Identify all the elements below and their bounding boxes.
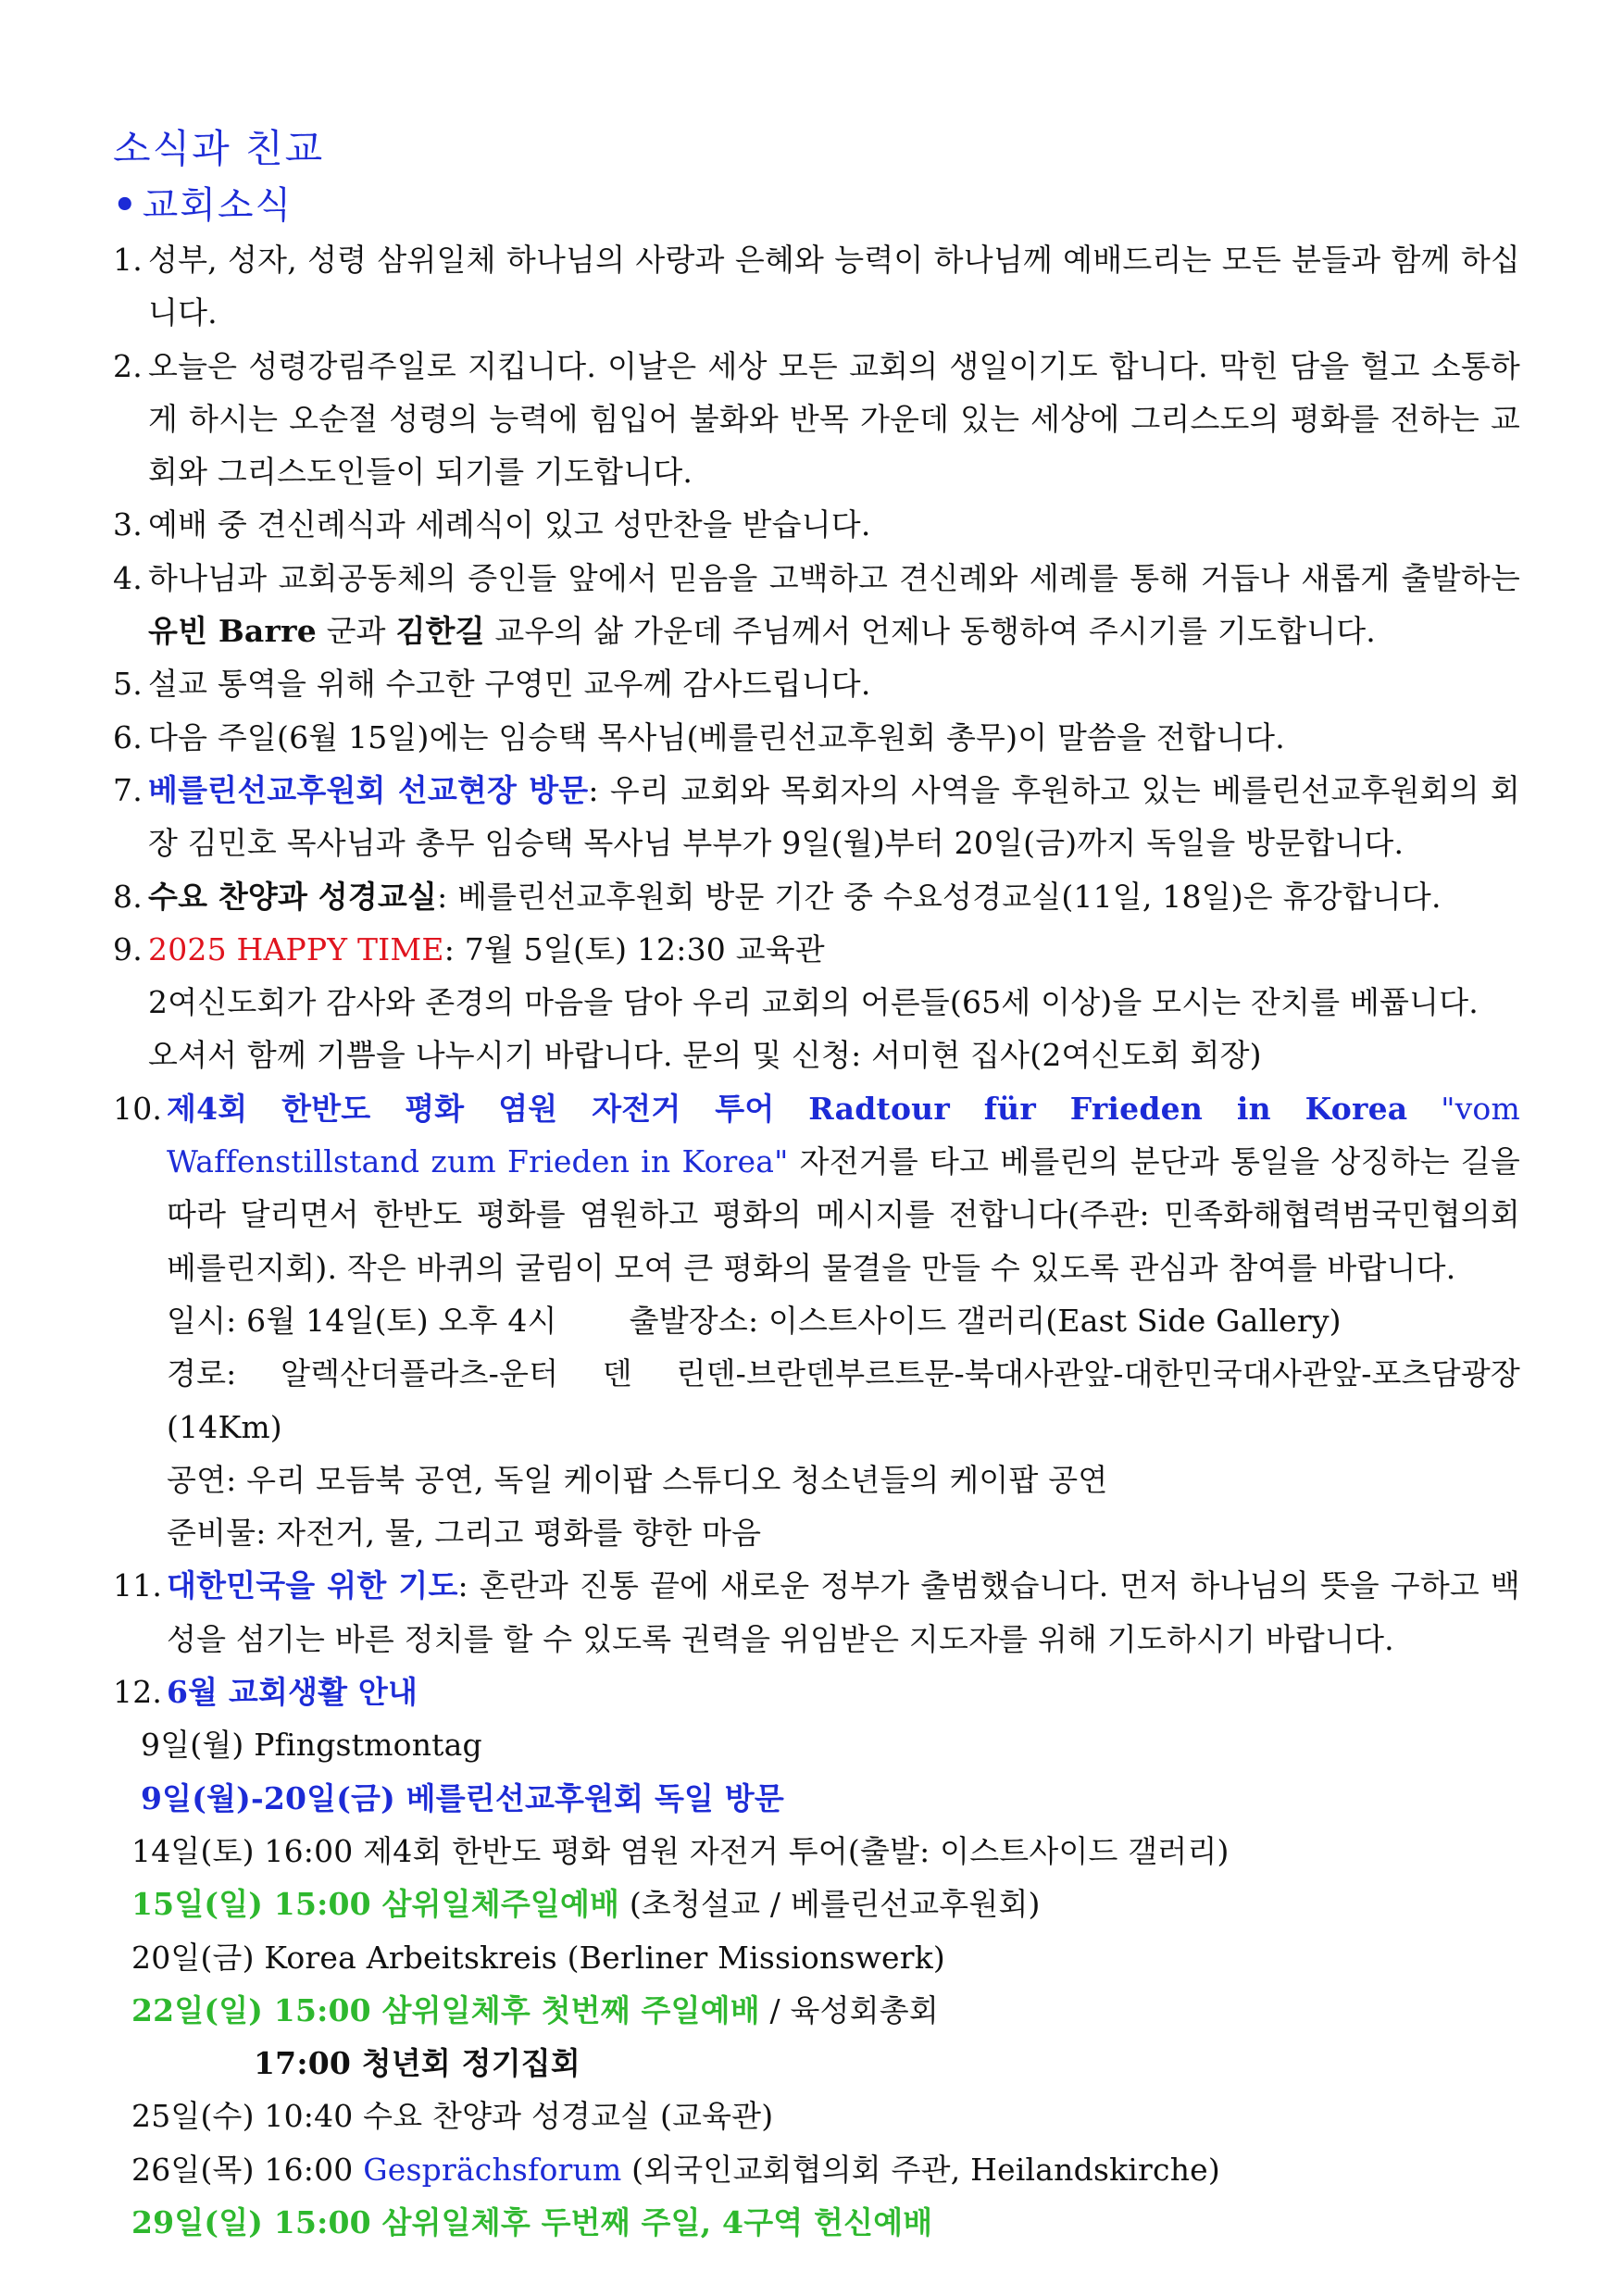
item-text: 예배 중 견신례식과 세례식이 있고 성만찬을 받습니다.	[148, 506, 871, 543]
bullet-icon: •	[113, 183, 139, 227]
schedule-row: 29일(일) 15:00 삼위일체후 두번째 주일, 4구역 헌신예배	[131, 2203, 933, 2240]
item-text: : 혼란과 진통 끝에 새로운 정부가 출범했습니다. 먼저 하나님의 뜻을 구하고 백성을 섬기는 바른 정치를 할 수 있도록 권력을 위임받은 지도자를 위해 기도하시기 바랍니다.	[167, 1567, 1520, 1657]
item-text: 교우의 삶 가운데 주님께서 언제나 동행하여 주시기를 기도합니다.	[484, 613, 1376, 650]
item-number: 8.	[113, 878, 143, 915]
item-text: 성부, 성자, 성령 삼위일체 하나님의 사랑과 은혜와 능력이 하나님께 예배드리는 모든 분들과 함께 하십니다.	[148, 242, 1520, 331]
schedule-row	[113, 2143, 1520, 2196]
sub-title-text: 교회소식	[142, 184, 293, 227]
baptized-name: 김한길	[395, 613, 485, 650]
item-number: 3.	[113, 506, 143, 543]
news-item-4	[113, 552, 1520, 658]
item-line: 오셔서 함께 기쁨을 나누시기 바랍니다. 문의 및 신청: 서미현 집사(2여신도회 회장)	[148, 1037, 1262, 1074]
item-number: 5.	[113, 666, 143, 703]
item-number: 7.	[113, 771, 143, 808]
item-number: 12.	[113, 1674, 163, 1711]
schedule-row: 25일(수) 10:40 수요 찬양과 성경교실 (교육관)	[131, 2098, 774, 2135]
event-date: 일시: 6월 14일(토) 오후 4시	[167, 1302, 557, 1339]
item-number: 9.	[113, 930, 143, 967]
schedule-row: 20일(금) Korea Arbeitskreis (Berliner Missionswerk)	[131, 1939, 946, 1976]
news-item-3	[113, 498, 1520, 551]
schedule-highlight: 15일(일) 15:00 삼위일체주일예배	[131, 1886, 620, 1923]
event-details	[167, 1294, 1520, 1347]
schedule-row: 17:00 청년회 정기집회	[254, 2045, 581, 2082]
schedule-row	[113, 1984, 1520, 2037]
schedule-row: 9일(월)-20일(금) 베를린선교후원회 독일 방문	[141, 1779, 784, 1816]
item-number: 11.	[113, 1567, 163, 1604]
schedule-row: 14일(토) 16:00 제4회 한반도 평화 염원 자전거 투어(출발: 이스트사이드 갤러리)	[131, 1832, 1230, 1869]
event-place: 출발장소: 이스트사이드 갤러리(East Side Gallery)	[629, 1302, 1342, 1339]
item-text: 오늘은 성령강림주일로 지킵니다. 이날은 세상 모든 교회의 생일이기도 합니다. 막힌 담을 헐고 소통하게 하시는 오순절 성령의 능력에 힘입어 불화와 반목 가운데 있는 세상에 그리스도의 평화를 전하는 교회와 그리스도인들이 되기를 기도합니다.	[148, 347, 1520, 491]
news-item-5	[113, 657, 1520, 710]
news-item-2	[113, 340, 1520, 499]
item-label: 대한민국을 위한 기도	[167, 1567, 458, 1604]
item-text: : 베를린선교후원회 방문 기간 중 수요성경교실(11일, 18일)은 휴강합니다.	[437, 878, 1442, 915]
item-subtitle: "vom Waffenstillstand zum Frieden in Korea"	[167, 1090, 1520, 1180]
item-text: : 7월 5일(토) 12:30 교육관	[443, 930, 825, 967]
item-text: 군과	[316, 613, 396, 650]
item-number: 2.	[113, 347, 143, 384]
schedule-highlight: Gesprächsforum	[363, 2151, 622, 2188]
news-item-12	[113, 1666, 1520, 1718]
news-item-10	[113, 1082, 1520, 1560]
section-title: 소식과 친교	[113, 126, 325, 171]
schedule-note: (초청설교 / 베를린선교후원회)	[619, 1886, 1041, 1923]
item-label: 베를린선교후원회 선교현장 방문	[148, 771, 589, 808]
item-line: 2여신도회가 감사와 존경의 마음을 담아 우리 교회의 어른들(65세 이상)을 모시는 잔치를 베풉니다.	[148, 984, 1479, 1021]
news-list	[113, 233, 1520, 2249]
news-item-9	[113, 923, 1520, 1082]
news-item-1	[113, 233, 1520, 340]
item-text: 설교 통역을 위해 수고한 구영민 교우께 감사드립니다.	[148, 666, 871, 703]
item-number: 1.	[113, 242, 143, 278]
item-text: 다음 주일(6월 15일)에는 임승택 목사님(베를린선교후원회 총무)이 말씀을 전합니다.	[148, 718, 1285, 755]
schedule-note: / 육성회총회	[759, 1991, 939, 2028]
item-number: 4.	[113, 559, 143, 596]
schedule-row: 9일(월) Pfingstmontag	[141, 1727, 482, 1764]
news-item-6	[113, 711, 1520, 764]
item-number: 10.	[113, 1090, 163, 1127]
news-item-11	[113, 1559, 1520, 1666]
event-preparation: 준비물: 자전거, 물, 그리고 평화를 향한 마음	[167, 1515, 762, 1552]
news-item-7	[113, 764, 1520, 870]
item-number: 6.	[113, 718, 143, 755]
item-label: 제4회 한반도 평화 염원 자전거 투어 Radtour für Frieden in Korea	[167, 1090, 1408, 1127]
sub-title	[113, 176, 293, 229]
event-performance: 공연: 우리 모듬북 공연, 독일 케이팝 스튜디오 청소년들의 케이팝 공연	[167, 1461, 1108, 1498]
item-label: 2025 HAPPY TIME	[148, 930, 444, 967]
item-text: 자전거를 타고 베를린의 분단과 통일을 상징하는 길을 따라 달리면서 한반도 평화를 염원하고 평화의 메시지를 전합니다(주관: 민족화해협력범국민협의회 베를린지회). 작은 바퀴의 굴림이 모여 큰 평화의 물결을 만들 수 있도록 관심과 참여를 바랍니다.	[167, 1143, 1521, 1286]
schedule-time: 26일(목) 16:00	[131, 2151, 364, 2188]
confirmand-name: 유빈 Barre	[148, 613, 317, 650]
item-text: : 우리 교회와 목회자의 사역을 후원하고 있는 베를린선교후원회의 회장 김민호 목사님과 총무 임승택 목사님 부부가 9일(월)부터 20일(금)까지 독일을 방문합니다.	[148, 771, 1520, 862]
schedule-note: (외국인교회협의회 주관, Heilandskirche)	[621, 2151, 1220, 2188]
schedule-list	[113, 1718, 1520, 2249]
news-item-8	[113, 870, 1520, 923]
schedule-highlight: 22일(일) 15:00 삼위일체후 첫번째 주일예배	[131, 1991, 760, 2028]
item-label: 수요 찬양과 성경교실	[148, 878, 438, 915]
event-route: 경로: 알렉산더플라츠-운터 덴 린덴-브란덴부르트문-북대사관앞-대한민국대사관앞-포츠담광장(14Km)	[167, 1355, 1520, 1445]
item-label: 6월 교회생활 안내	[167, 1674, 418, 1711]
item-text: 하나님과 교회공동체의 증인들 앞에서 믿음을 고백하고 견신례와 세례를 통해 거듭나 새롭게 출발하는	[148, 559, 1520, 596]
schedule-row	[113, 1878, 1520, 1930]
